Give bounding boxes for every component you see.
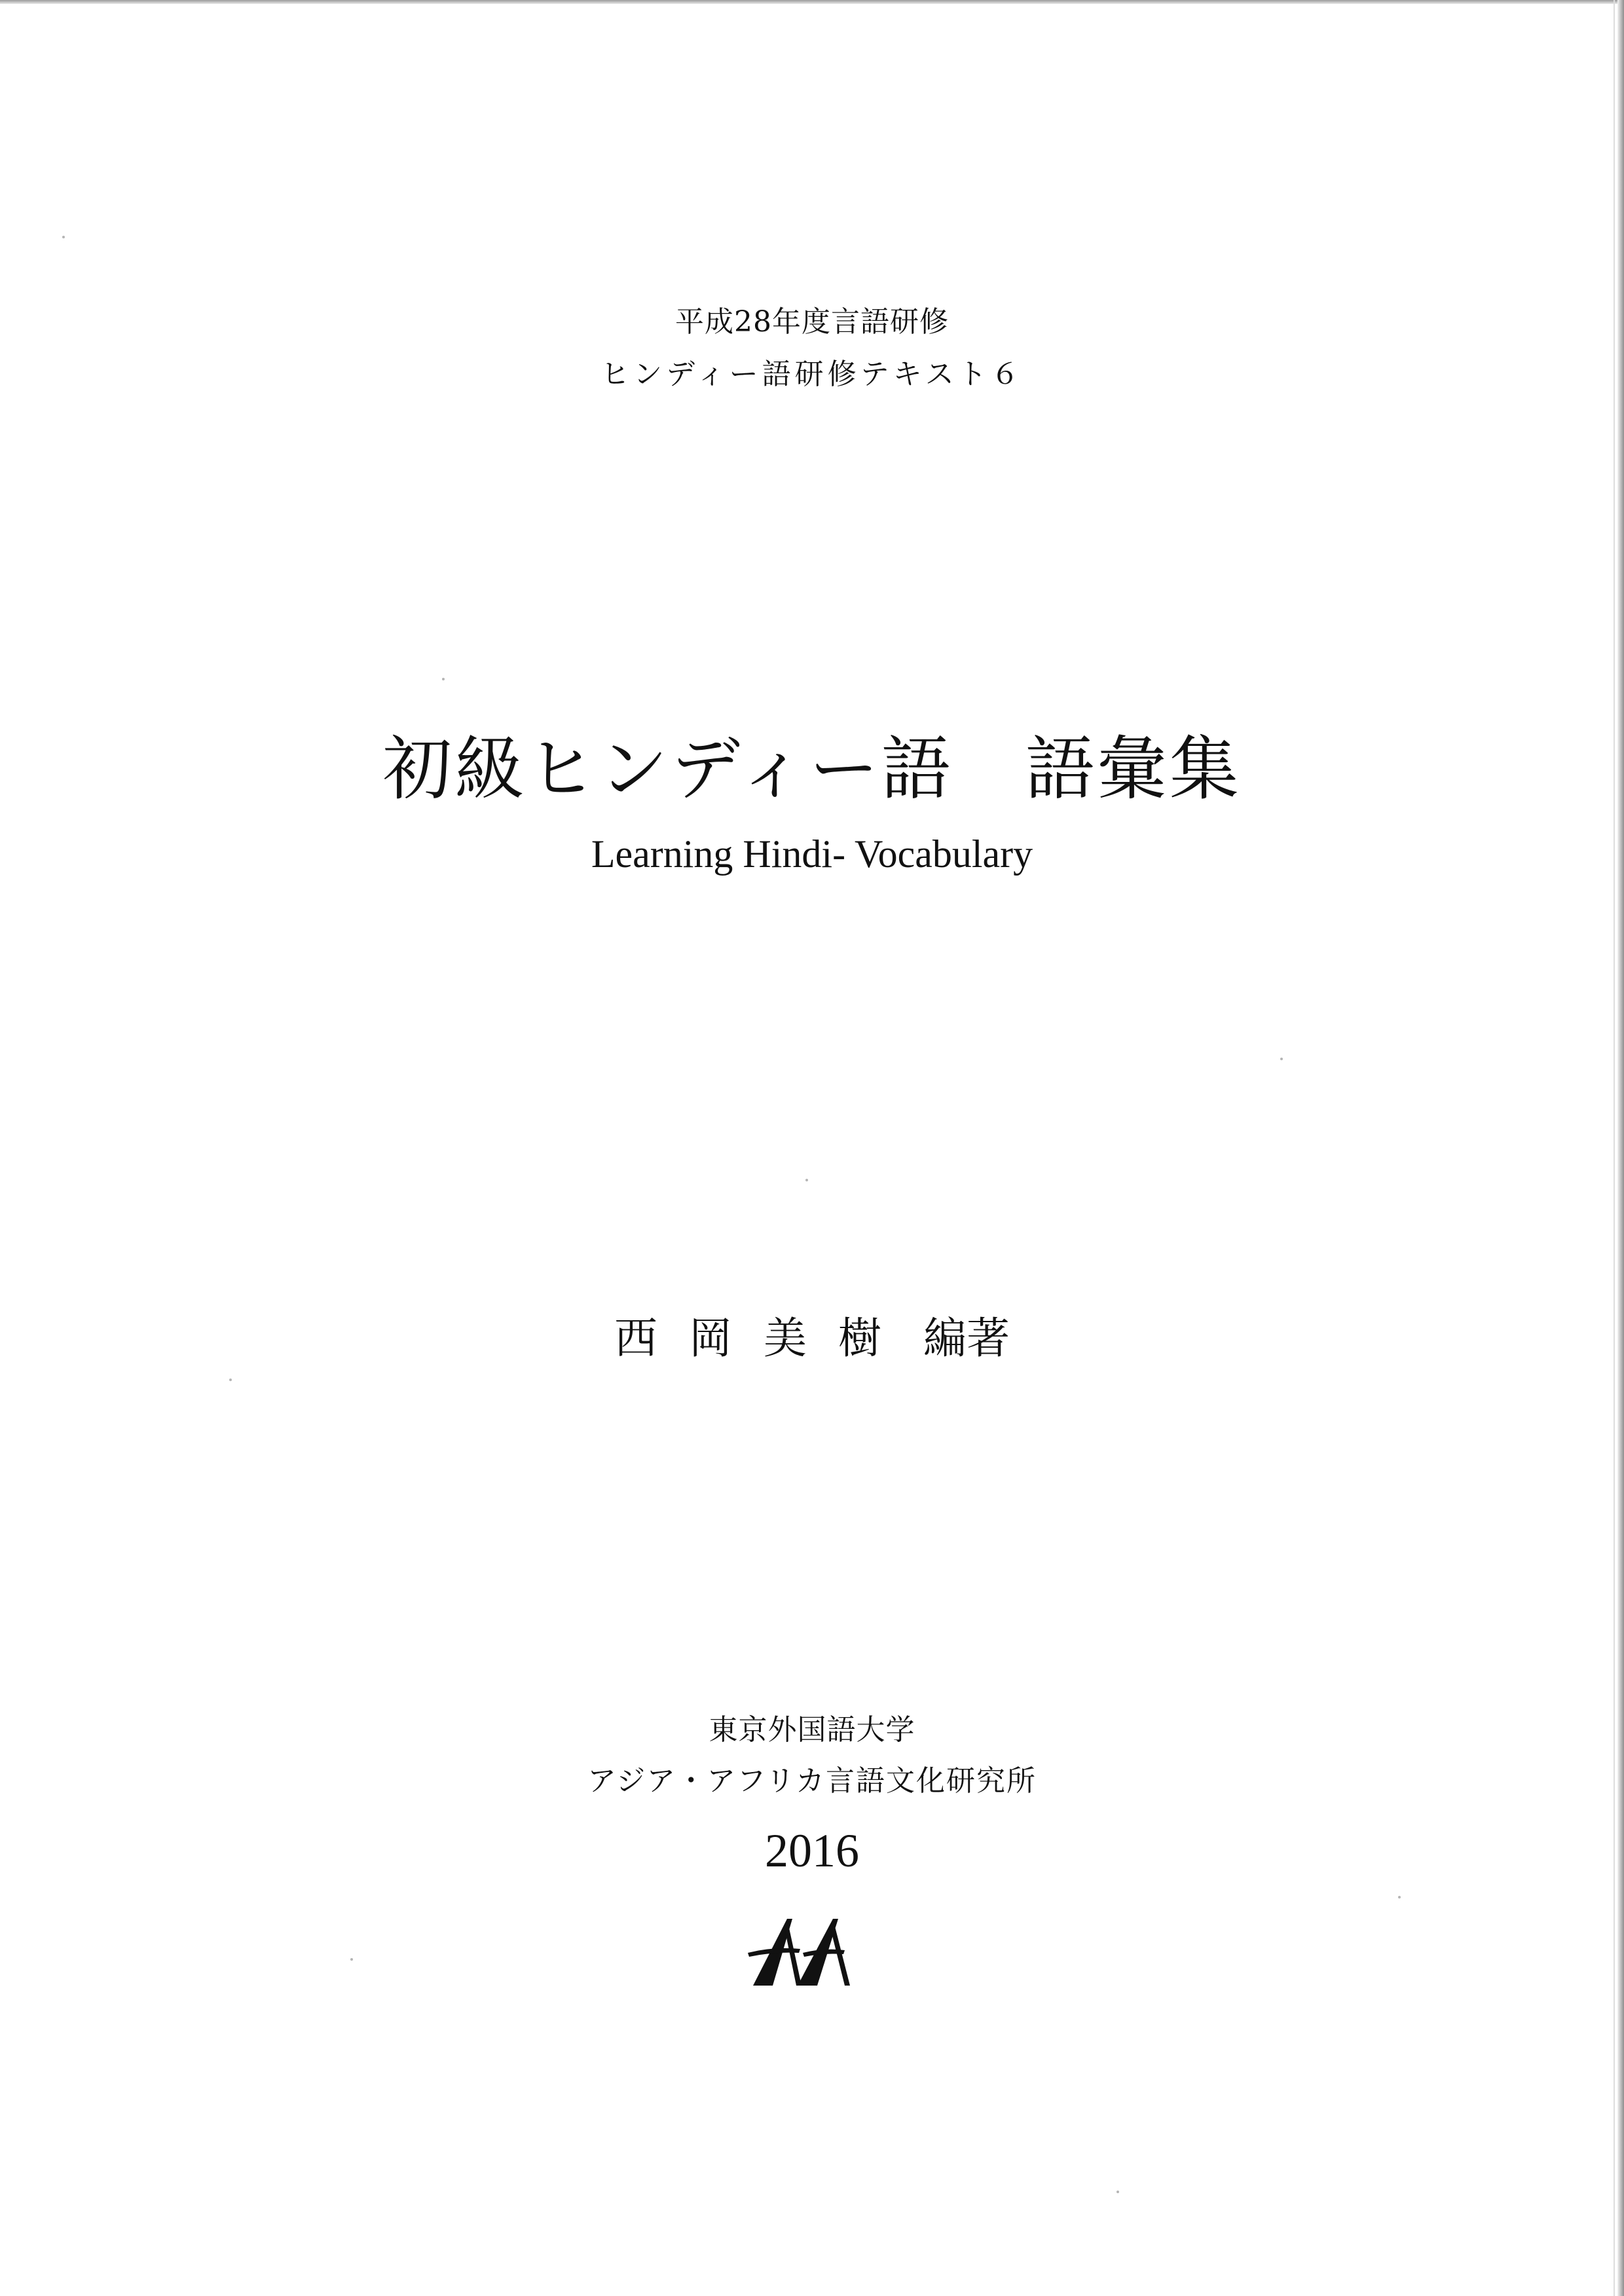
series-text-label: ヒンディー語研修テキスト６ [600,358,1024,391]
scan-edge-top [0,0,1624,4]
english-subtitle: Learning Hindi- Vocabulary [591,832,1033,876]
author-char: 岡 [689,1313,732,1363]
scan-speck [1398,1896,1401,1898]
author-char: 美 [764,1313,807,1363]
scan-speck [1280,1058,1283,1060]
scan-speck [229,1379,232,1381]
author-role: 編著 [923,1313,1010,1363]
scan-speck [805,1179,808,1181]
author-line [0,1303,1624,1365]
author-char: 樹 [838,1313,881,1363]
aa-logo-icon [747,1912,864,1991]
author-char: 西 [614,1313,657,1363]
main-title [0,714,1624,813]
main-title-part2: 語彙集 [1025,729,1242,809]
scan-edge-right-inner [1614,0,1615,2296]
main-title-part1: 初級ヒンディー語 [382,729,953,809]
scan-speck [350,1958,353,1961]
series-year-label: 平成28年度言語研修 [675,305,949,339]
scan-edge-right [1617,0,1624,2296]
publisher-university: 東京外国語大学 [709,1713,915,1747]
scan-speck [442,678,445,680]
publisher-institute: アジア・アフリカ言語文化研究所 [587,1764,1037,1798]
scan-speck [62,236,65,238]
publication-year: 2016 [765,1824,859,1877]
scan-speck [1116,2191,1119,2193]
